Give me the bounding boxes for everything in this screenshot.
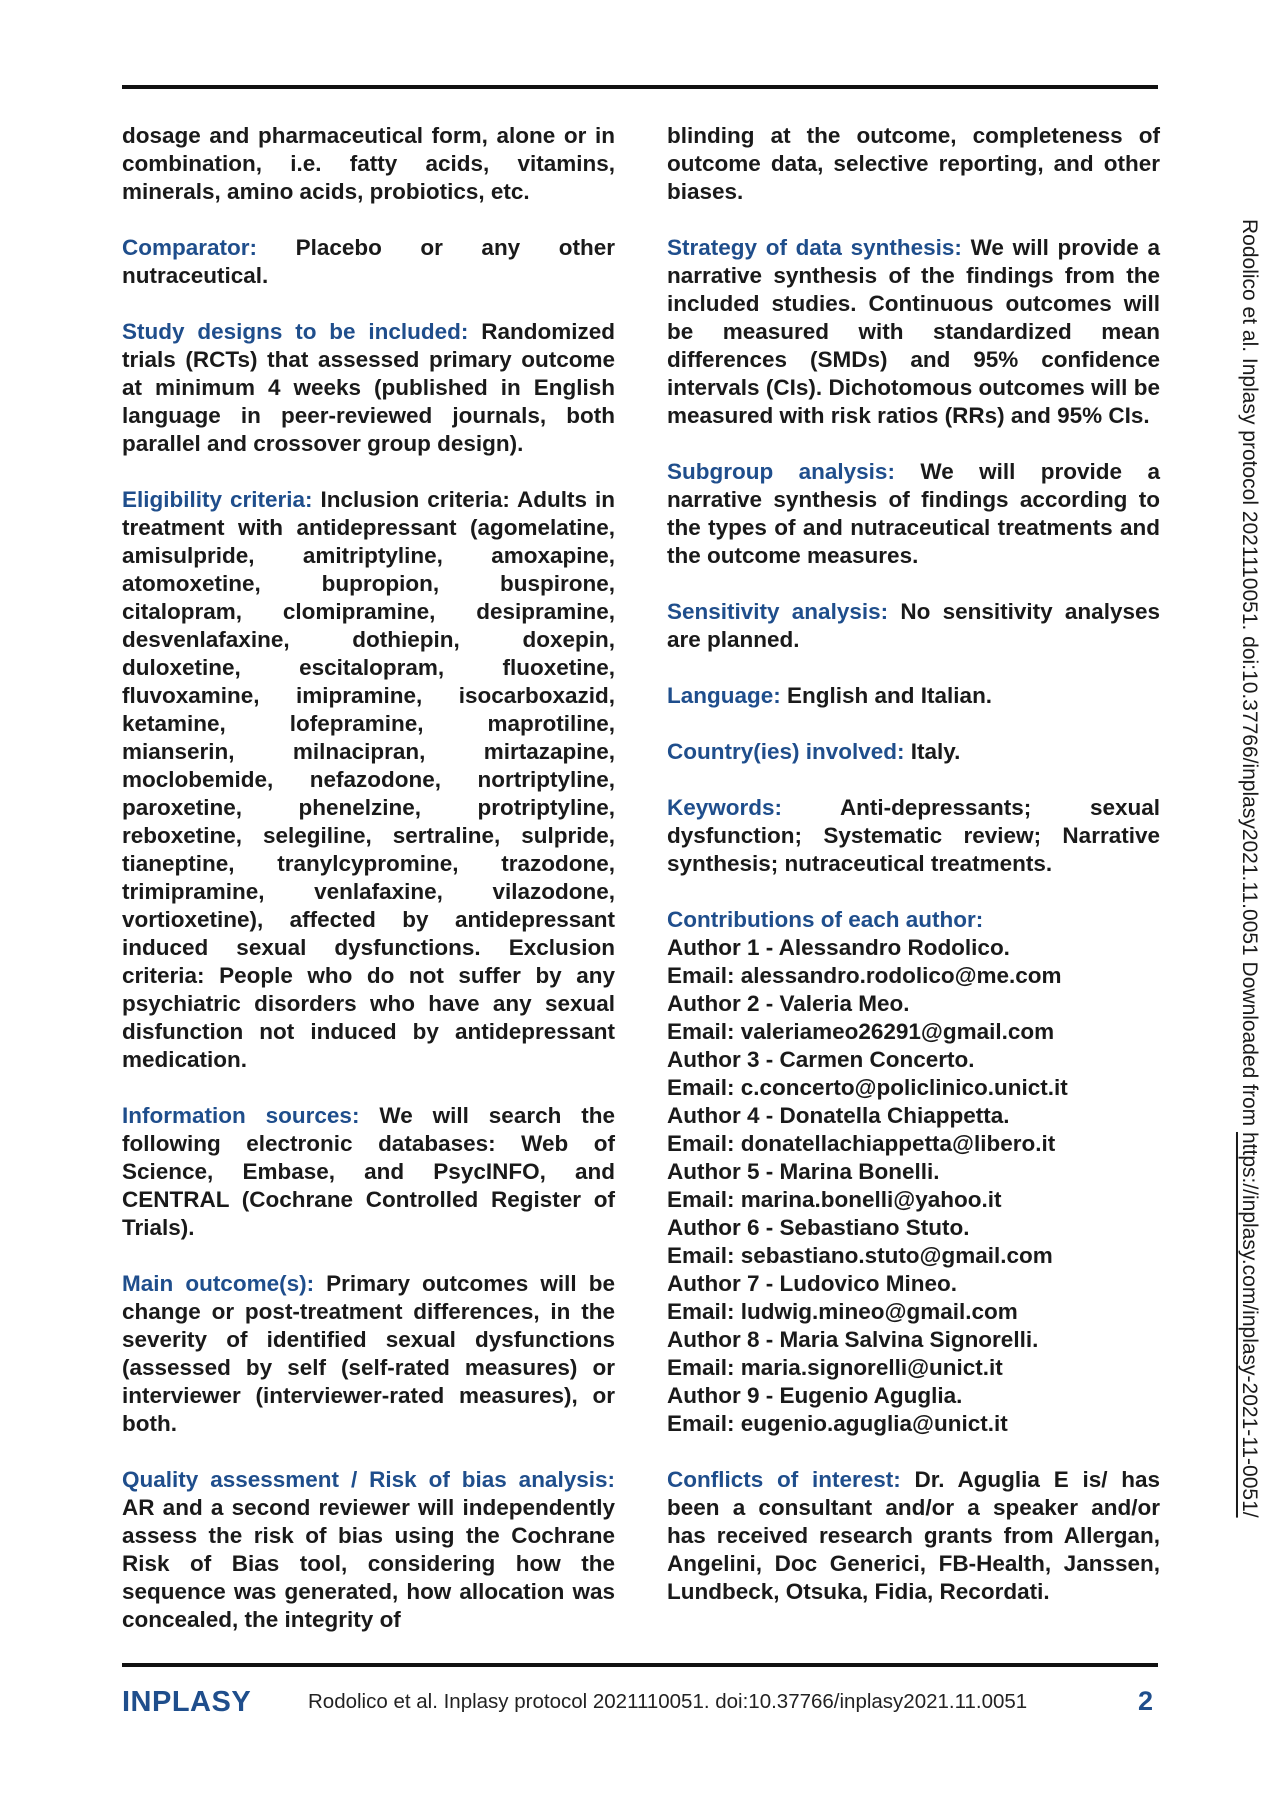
study-designs-label: Study designs to be included: xyxy=(122,319,469,344)
keywords-text: Anti-depressants; sexual dysfunction; Systematic review; Narrative synthesis; nutraceutical treatments. xyxy=(667,795,1160,876)
main-outcomes-section xyxy=(122,1270,615,1438)
keywords-label: Keywords: xyxy=(667,795,783,820)
contributions-label: Contributions of each author: xyxy=(667,907,984,932)
contribution-line: Email: maria.signorelli@unict.it xyxy=(667,1355,1003,1380)
bottom-rule xyxy=(122,1663,1158,1667)
right-column xyxy=(667,122,1160,1606)
sensitivity-label: Sensitivity analysis: xyxy=(667,599,889,624)
quality-section xyxy=(122,1466,615,1634)
information-sources-section xyxy=(122,1102,615,1242)
eligibility-section xyxy=(122,486,615,1074)
right-intro-paragraph: blinding at the outcome, completeness of outcome data, selective reporting, and other biases. xyxy=(667,123,1160,204)
eligibility-label: Eligibility criteria: xyxy=(122,487,313,512)
main-outcomes-text: Primary outcomes will be change or post-treatment differences, in the severity of identified sexual dysfunctions (assessed by self (self-rated measures) or interviewer (interviewer-rated measures), or both. xyxy=(122,1271,615,1436)
information-sources-text: We will search the following electronic databases: Web of Science, Embase, and PsycINFO, and CENTRAL (Cochrane Controlled Register of Trials). xyxy=(122,1103,616,1240)
subgroup-text: We will provide a narrative synthesis of findings according to the types of and nutraceutical treatments and the outcome measures. xyxy=(667,459,1160,568)
contribution-line: Author 9 - Eugenio Aguglia. xyxy=(667,1383,963,1408)
strategy-label: Strategy of data synthesis: xyxy=(667,235,962,260)
left-column xyxy=(122,122,615,1634)
footer-brand-logo: INPLASY xyxy=(122,1686,252,1718)
comparator-label: Comparator: xyxy=(122,235,258,260)
top-rule xyxy=(122,85,1158,89)
contribution-line: Email: marina.bonelli@yahoo.it xyxy=(667,1187,1002,1212)
conflicts-label: Conflicts of interest: xyxy=(667,1467,901,1492)
comparator-section xyxy=(122,234,615,290)
study-designs-section xyxy=(122,318,615,458)
side-note-link[interactable]: https://inplasy.com/inplasy-2021-11-0051/ xyxy=(1238,1131,1261,1518)
contribution-line: Author 6 - Sebastiano Stuto. xyxy=(667,1215,970,1240)
conflicts-text: Dr. Aguglia E is/ has been a consultant and/or a speaker and/or has received research grants from Allergan, Angelini, Doc Generici, FB-Health, Janssen, Lundbeck, Otsuka, Fidia, Recordati. xyxy=(667,1467,1160,1604)
contribution-line: Email: donatellachiappetta@libero.it xyxy=(667,1131,1056,1156)
sensitivity-section xyxy=(667,598,1160,654)
contribution-line: Email: valeriameo26291@gmail.com xyxy=(667,1019,1055,1044)
side-note-text: Rodolico et al. Inplasy protocol 2021110051. doi:10.37766/inplasy2021.11.0051 Downloaded from xyxy=(1238,219,1261,1132)
contribution-line: Author 5 - Marina Bonelli. xyxy=(667,1159,940,1184)
contribution-line: Author 1 - Alessandro Rodolico. xyxy=(667,935,1010,960)
contribution-line: Email: c.concerto@policlinico.unict.it xyxy=(667,1075,1068,1100)
keywords-section xyxy=(667,794,1160,878)
country-text: Italy. xyxy=(910,739,961,764)
subgroup-section xyxy=(667,458,1160,570)
contribution-line: Author 8 - Maria Salvina Signorelli. xyxy=(667,1327,1039,1352)
language-label: Language: xyxy=(667,683,781,708)
main-outcomes-label: Main outcome(s): xyxy=(122,1271,315,1296)
contribution-line: Author 3 - Carmen Concerto. xyxy=(667,1047,975,1072)
strategy-section xyxy=(667,234,1160,430)
study-designs-text: Randomized trials (RCTs) that assessed primary outcome at minimum 4 weeks (published in English language in peer-reviewed journals, both parallel and crossover group design). xyxy=(122,319,615,456)
contribution-line: Author 4 - Donatella Chiappetta. xyxy=(667,1103,1010,1128)
contribution-line: Email: eugenio.aguglia@unict.it xyxy=(667,1411,1008,1436)
comparator-text: Placebo or any other nutraceutical. xyxy=(122,235,615,288)
country-section xyxy=(667,738,1160,766)
contribution-line: Author 2 - Valeria Meo. xyxy=(667,991,910,1016)
contributions-section xyxy=(667,906,1160,1438)
side-download-note xyxy=(1237,219,1261,1518)
quality-label: Quality assessment / Risk of bias analysis: xyxy=(122,1467,615,1492)
eligibility-text: Inclusion criteria: Adults in treatment with antidepressant (agomelatine, amisulpride, amitriptyline, amoxapine, atomoxetine, bupropion, buspirone, citalopram, clomipramine, desipramine, desvenlafaxine, dothiepin, doxepin, duloxetine, escitalopram, fluoxetine, fluvoxamine, imipramine, isocarboxazid, ketamine, lofepramine, maprotiline, mianserin, milnacipran, mirtazapine, moclobemide, nefazodone, nortriptyline, paroxetine, phenelzine, protriptyline, reboxetine, selegiline, sertraline, sulpride, tianeptine, tranylcypromine, trazodone, trimipramine, venlafaxine, vilazodone, vortioxetine), affected by antidepressant induced sexual dysfunctions. Exclusion criteria: People who do not suffer by any psychiatric disorders who have any sexual disfunction not induced by antidepressant medication. xyxy=(122,487,615,1072)
left-intro-paragraph: dosage and pharmaceutical form, alone or in combination, i.e. fatty acids, vitamins, minerals, amino acids, probiotics, etc. xyxy=(122,123,615,204)
footer-citation: Rodolico et al. Inplasy protocol 2021110051. doi:10.37766/inplasy2021.11.0051 xyxy=(308,1690,1028,1713)
contribution-line: Email: sebastiano.stuto@gmail.com xyxy=(667,1243,1053,1268)
quality-text: AR and a second reviewer will independently assess the risk of bias using the Cochrane Risk of Bias tool, considering how the sequence was generated, how allocation was concealed, the integrity of xyxy=(122,1495,615,1632)
language-text: English and Italian. xyxy=(787,683,993,708)
contribution-line: Email: alessandro.rodolico@me.com xyxy=(667,963,1062,988)
page-number: 2 xyxy=(1138,1686,1154,1716)
strategy-text: We will provide a narrative synthesis of the findings from the included studies. Continuous outcomes will be measured with standardized mean differences (SMDs) and 95% confidence intervals (CIs). Dichotomous outcomes will be measured with risk ratios (RRs) and 95% CIs. xyxy=(667,235,1160,428)
subgroup-label: Subgroup analysis: xyxy=(667,459,895,484)
sensitivity-text: No sensitivity analyses are planned. xyxy=(667,599,1160,652)
language-section xyxy=(667,682,1160,710)
contribution-line: Email: ludwig.mineo@gmail.com xyxy=(667,1299,1018,1324)
contribution-line: Author 7 - Ludovico Mineo. xyxy=(667,1271,957,1296)
conflicts-section xyxy=(667,1466,1160,1606)
country-label: Country(ies) involved: xyxy=(667,739,905,764)
information-sources-label: Information sources: xyxy=(122,1103,360,1128)
